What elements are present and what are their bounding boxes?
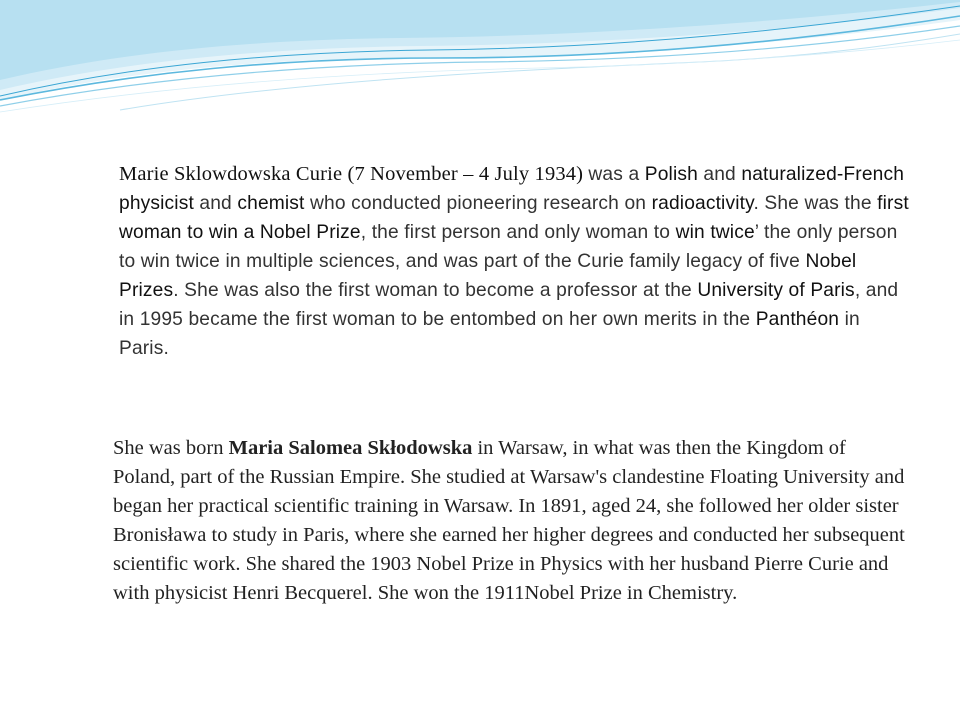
text-run: She was born [113, 437, 229, 459]
name-and-dates: Marie Sklowdowska Curie (7 November – 4 July 1934) [119, 163, 589, 185]
link-physicist: physicist [119, 193, 194, 214]
link-pantheon: Panthéon [755, 309, 840, 330]
link-nobel-prizes: Nobel Prizes [119, 251, 857, 301]
text-run: ’ the only person to win twice in multiple sciences, and was part of the Curie family legacy of five [119, 222, 898, 272]
link-chemist: chemist [237, 193, 305, 214]
link-university-of-paris: University of Paris [697, 280, 855, 301]
biography-paragraph-1 [119, 160, 909, 363]
link-naturalized-french: naturalized-French [741, 164, 905, 185]
text-run: was a [588, 164, 645, 185]
text-run: in Paris. [119, 309, 860, 359]
link-win-twice: win twice [675, 222, 755, 243]
link-polish: Polish [644, 164, 698, 185]
text-run: and [193, 193, 238, 214]
text-run: and [697, 164, 742, 185]
text-run: . She was also the first woman to become a professor at the [173, 280, 698, 301]
text-run: in Warsaw, in what was then the Kingdom of Poland, part of the Russian Empire. She studied at Warsaw's clandestine Floating University and began her practical scientific training in Warsaw. In 1891, aged 24, she followed her older sister Bronisława to study in Paris, where she earned her higher degrees and conducted her subsequent scientific work. She shared the 1903 Nobel Prize in Physics with her husband Pierre Curie and with physicist Henri Becquerel. She won the 1911Nobel Prize in Chemistry. [113, 437, 905, 604]
link-radioactivity: radioactivity [651, 193, 754, 214]
biography-paragraph-2 [113, 434, 913, 608]
birth-name-bold: Maria Salomea Skłodowska [228, 437, 473, 459]
text-run: . She was the [753, 193, 878, 214]
text-run: , the first person and only woman to [360, 222, 676, 243]
decorative-wave-header [0, 0, 960, 130]
link-first-woman-nobel: first woman to win a Nobel Prize [119, 193, 909, 243]
text-run: who conducted pioneering research on [304, 193, 652, 214]
text-run: , and in 1995 became the first woman to be entombed on her own merits in the [119, 280, 899, 330]
